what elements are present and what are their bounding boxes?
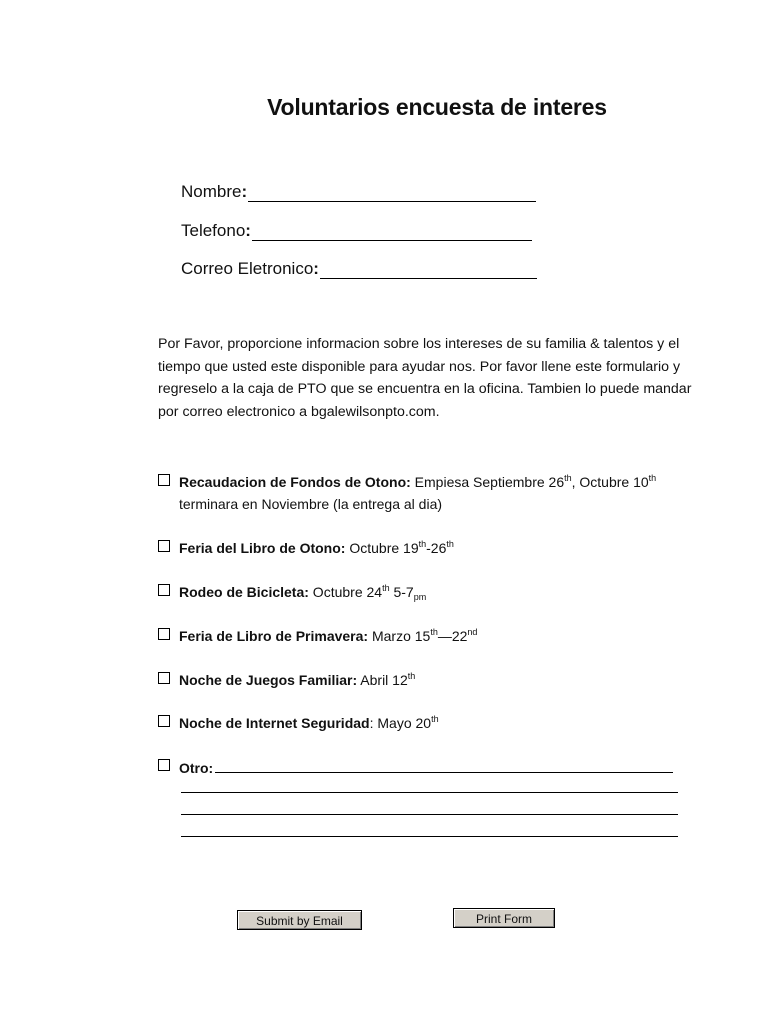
otro-extra-line[interactable] <box>181 792 678 793</box>
item-sup: nd <box>467 627 478 637</box>
item-date: Octubre 19 <box>345 540 419 556</box>
item-date: Abril 12 <box>357 672 408 688</box>
telefono-colon: : <box>245 221 251 240</box>
item-label: Otro: <box>179 760 214 776</box>
item-date: —22 <box>437 628 468 644</box>
checkbox-internet[interactable] <box>158 715 170 727</box>
checkbox-feria-otono[interactable] <box>158 540 170 552</box>
otro-input-line[interactable] <box>215 756 673 773</box>
correo-field[interactable] <box>181 259 537 279</box>
item-date: Marzo 15 <box>368 628 431 644</box>
telefono-field[interactable] <box>181 221 532 241</box>
item-date: Mayo 20 <box>373 715 432 731</box>
item-text <box>179 471 656 515</box>
list-item-feria-primavera <box>158 625 477 647</box>
list-item-otro <box>158 756 673 779</box>
checkbox-rodeo[interactable] <box>158 584 170 596</box>
item-sup: th <box>446 539 454 549</box>
nombre-field[interactable] <box>181 182 536 202</box>
item-label: Recaudacion de Fondos de Otono: <box>179 474 411 490</box>
item-sup: th <box>648 473 657 483</box>
telefono-input-line[interactable] <box>252 222 532 241</box>
item-text <box>179 537 454 559</box>
item-detail: terminara en Noviembre (la entrega al dia) <box>179 496 443 512</box>
intro-paragraph: Por Favor, proporcione informacion sobre los intereses de su familia & talentos y el tiempo que usted este disponible para ayudar nos. Por favor llene este formulario y regreselo a la caja de PTO que se encuentra en la oficina. Tambien lo puede mandar por correo electronico a bgalewilsonpto.com. <box>158 336 692 421</box>
otro-extra-line[interactable] <box>181 836 678 837</box>
item-sub: pm <box>413 592 427 602</box>
item-label: Rodeo de Bicicleta: <box>179 584 309 600</box>
print-form-button[interactable]: Print Form <box>453 908 555 928</box>
item-label: Feria de Libro de Primavera: <box>179 628 369 644</box>
telefono-label: Telefono <box>181 221 246 240</box>
correo-colon: : <box>313 259 319 278</box>
list-item-internet <box>158 712 439 734</box>
item-text <box>179 756 673 779</box>
item-date: Empiesa Septiembre 26 <box>410 474 565 490</box>
checkbox-feria-primavera[interactable] <box>158 628 170 640</box>
item-text <box>179 625 477 647</box>
otro-extra-line[interactable] <box>181 814 678 815</box>
item-sup: th <box>407 671 416 681</box>
item-date: Octubre 24 <box>308 584 383 600</box>
submit-by-email-button[interactable]: Submit by Email <box>237 910 362 930</box>
item-date: , Octubre 10 <box>571 474 649 490</box>
form-title: Voluntarios encuesta de interes <box>267 94 607 120</box>
item-text <box>179 712 439 734</box>
correo-label: Correo Eletronico <box>181 259 314 278</box>
item-text <box>179 669 415 691</box>
nombre-input-line[interactable] <box>248 183 536 202</box>
list-item-juegos <box>158 669 415 691</box>
checkbox-recaudacion[interactable] <box>158 474 170 486</box>
list-item-recaudacion <box>158 471 656 515</box>
nombre-colon: : <box>241 182 248 201</box>
item-sup: th <box>564 473 572 483</box>
item-text <box>179 581 426 603</box>
correo-input-line[interactable] <box>320 260 537 279</box>
nombre-label: Nombre <box>181 182 242 201</box>
item-label: Feria del Libro de Otono: <box>179 540 346 556</box>
checkbox-juegos[interactable] <box>158 672 170 684</box>
item-date: 5-7 <box>389 584 414 600</box>
item-label: Noche de Juegos Familiar: <box>179 672 358 688</box>
item-sup: th <box>382 583 390 593</box>
item-sup: th <box>418 539 427 549</box>
checkbox-otro[interactable] <box>158 759 170 771</box>
item-sup: th <box>430 627 438 637</box>
item-sup: th <box>431 714 439 724</box>
item-label: Noche de Internet Seguridad <box>179 715 370 731</box>
item-date: -26 <box>426 540 447 556</box>
list-item-rodeo <box>158 581 426 603</box>
item-colon: : <box>369 715 374 731</box>
list-item-feria-otono <box>158 537 454 559</box>
